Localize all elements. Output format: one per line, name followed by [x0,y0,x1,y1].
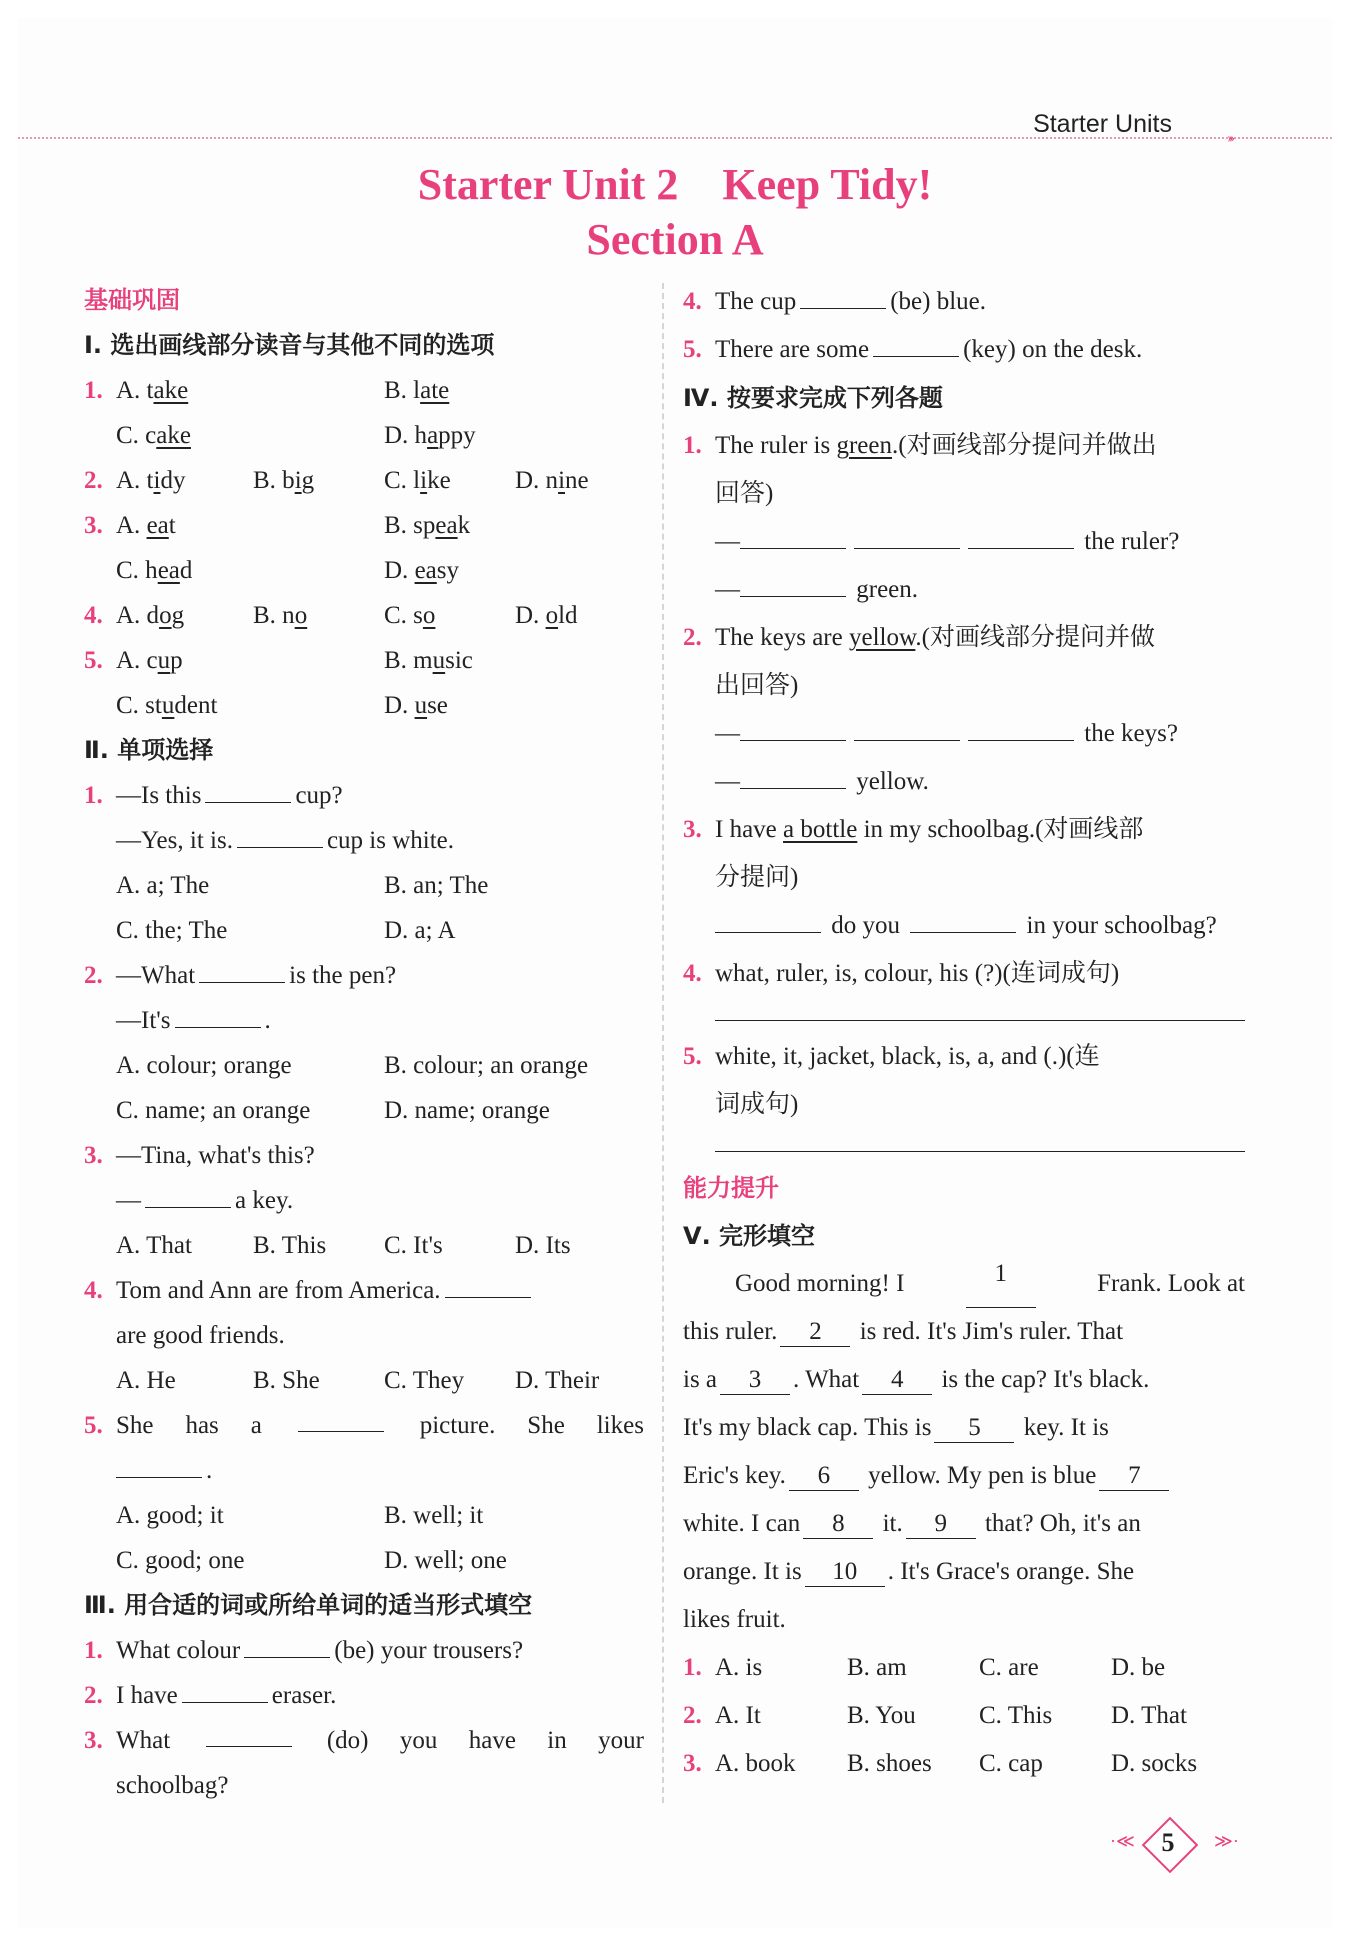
answer-blank[interactable] [298,1403,384,1432]
p4-q1-line3: — the ruler? [683,518,1245,566]
option-c: C. good; one [116,1547,245,1574]
p1-q3-row1 [84,503,644,548]
double-chevron-right-icon: ≫· [1214,1831,1239,1851]
section-heading-basic: 基础巩固 [84,286,180,314]
question-number: 1. [84,782,103,809]
answer-blank[interactable] [854,520,960,549]
answer-blank[interactable] [740,568,846,597]
passage-blank[interactable]: 2 [780,1318,850,1347]
option-b: B. You [847,1702,916,1729]
underlined-word: a bottle [783,816,858,843]
passage-blank[interactable]: 5 [934,1414,1014,1443]
answer-blank[interactable] [445,1269,531,1298]
right-column [683,278,1245,1788]
p3-q5: 5. There are some (key) on the desk. [683,326,1245,374]
p4-q1-line4: — green. [683,566,1245,614]
option-c: C. like [384,467,451,494]
p2-q1-line2: —Yes, it is. cup is white. [84,818,644,863]
answer-blank[interactable] [116,1449,202,1478]
option-a: A. It [715,1702,761,1729]
option-c: C. They [384,1367,465,1394]
answer-blank[interactable] [715,904,821,933]
question-number: 3. [683,816,702,843]
answer-line[interactable] [715,998,1245,1021]
p1-q2-row [84,458,644,503]
p3-q1: 1. What colour (be) your trousers? [84,1628,644,1673]
option-b: B. no [253,602,308,629]
option-b: B. music [384,647,473,674]
option-d: D. name; orange [384,1097,550,1124]
option-a: A. good; it [116,1502,224,1529]
option-b: B. big [253,467,315,494]
option-a: A. He [116,1367,176,1394]
option-d: D. Their [515,1367,600,1394]
p1-q3-row2 [84,548,644,593]
p2-q3-line1: 3. —Tina, what's this? [84,1133,644,1178]
header-arrow-icon: ››› [1227,131,1232,146]
passage-line-2: this ruler. 2 is red. It's Jim's ruler. That [683,1318,1124,1345]
option-b: B. colour; an orange [384,1052,589,1079]
option-a: A. take [116,377,189,404]
p2-q2-options-ab [84,1043,644,1088]
option-c: C. the; The [116,917,228,944]
underlined-word: yellow [848,624,916,651]
question-number: 4. [683,960,702,987]
option-c: C. This [979,1702,1053,1729]
p4-q2-line2: 出回答) [715,672,799,699]
answer-blank[interactable] [873,328,959,357]
p5-q1-options [683,1644,1245,1692]
question-number: 5. [683,1043,702,1070]
option-b: B. well; it [384,1502,484,1529]
p2-q4-line2: are good friends. [116,1322,285,1349]
p2-q4-line1: 4. Tom and Ann are from America. [84,1268,644,1313]
p4-q2-line1: 2. The keys are yellow.(对画线部分提问并做 [683,614,1245,662]
p1-q1-row2 [84,413,644,458]
question-number: 2. [84,1682,103,1709]
answer-blank[interactable] [199,954,285,983]
section-title: Section A [586,215,764,264]
option-a: A. dog [116,602,185,629]
option-a: A. is [715,1654,763,1681]
option-d: D. use [384,692,448,719]
p2-q4-options [84,1358,644,1403]
option-d: D. happy [384,422,476,449]
question-number: 3. [84,1142,103,1169]
p3-q3-line2: schoolbag? [116,1772,229,1799]
running-header: Starter Units [1033,110,1172,138]
option-d: D. nine [515,467,589,494]
option-a: A. book [715,1750,796,1777]
passage-blank[interactable]: 7 [1099,1462,1169,1491]
p2-q5-options-cd [84,1538,644,1583]
option-a: A. eat [116,512,176,539]
question-number: 4. [84,602,103,629]
answer-blank[interactable] [237,819,323,848]
unit-title: Starter Unit 2 Keep Tidy! [417,160,933,209]
question-number: 4. [84,1277,103,1304]
option-a: A. tidy [116,467,186,494]
underlined-word: green [836,432,893,459]
question-number: 5. [84,647,103,674]
option-c: C. cap [979,1750,1043,1777]
p1-q1-row1 [84,368,644,413]
p3-q4: 4. The cup (be) blue. [683,278,1245,326]
question-number: 2. [683,1702,702,1729]
p1-q5-row2 [84,683,644,728]
passage-line-6: white. I can 8 it. 9 that? Oh, it's an [683,1510,1141,1537]
p2-q1-options-cd [84,908,644,953]
option-c: C. head [116,557,193,584]
answer-blank[interactable] [740,712,846,741]
option-d: D. be [1111,1654,1166,1681]
question-number: 5. [84,1412,103,1439]
option-b: B. shoes [847,1750,932,1777]
header-rule [18,137,1332,139]
p2-q1-options-ab [84,863,644,908]
p5-q2-options [683,1692,1245,1740]
option-a: A. a; The [116,872,210,899]
passage-line-4: It's my black cap. This is 5 key. It is [683,1414,1109,1441]
double-chevron-left-icon: ·≪ [1110,1831,1135,1851]
option-b: B. She [253,1367,320,1394]
option-c: C. so [384,602,436,629]
p2-q5-options-ab [84,1493,644,1538]
option-d: D. Its [515,1232,571,1259]
answer-blank[interactable] [175,999,261,1028]
passage-blank[interactable]: 9 [906,1510,976,1539]
option-c: C. cake [116,422,191,449]
passage-line-8: likes fruit. [683,1606,786,1633]
p4-q5-line1: 5. white, it, jacket, black, is, a, and (.)(连 [683,1033,1245,1081]
p5-q3-options [683,1740,1245,1788]
p4-q1-line2: 回答) [715,480,774,507]
p4-q4-line1: 4. what, ruler, is, colour, his (?)(连词成句) [683,950,1245,998]
passage-blank[interactable]: 1 [966,1260,1036,1308]
answer-blank[interactable] [145,1179,231,1208]
question-number: 2. [84,962,103,989]
p4-q2-line4: — yellow. [683,758,1245,806]
answer-blank[interactable] [244,1629,330,1658]
p2-q5-line1: 5. She has a picture. She likes [84,1403,644,1448]
question-number: 3. [683,1750,702,1777]
p2-q2-options-cd [84,1088,644,1133]
part-3-title: Ⅲ. 用合适的词或所给单词的适当形式填空 [84,1591,533,1619]
passage-line-3: is a 3 . What 4 is the cap? It's black. [683,1366,1150,1393]
p2-q1-line1: 1. —Is this cup? [84,773,644,818]
question-number: 3. [84,1727,103,1754]
passage-blank[interactable]: 3 [720,1366,790,1395]
question-number: 1. [84,1637,103,1664]
passage-blank[interactable]: 6 [789,1462,859,1491]
p1-q5-row1 [84,638,644,683]
passage-line-5: Eric's key. 6 yellow. My pen is blue 7 [683,1452,1245,1500]
p4-q3-line2: 分提问) [715,864,799,891]
question-number: 1. [683,1654,702,1681]
option-d: D. a; A [384,917,456,944]
option-b: B. am [847,1654,907,1681]
answer-blank[interactable] [206,1718,292,1747]
answer-blank[interactable] [740,760,846,789]
question-number: 2. [683,624,702,651]
left-column [84,278,644,1808]
column-divider [662,283,664,1803]
question-number: 5. [683,336,702,363]
p2-q3-options [84,1223,644,1268]
option-b: B. This [253,1232,327,1259]
p4-q5-line2: 词成句) [715,1091,799,1118]
answer-blank[interactable] [968,712,1074,741]
question-number: 1. [84,377,103,404]
p4-q3-line3: do you in your schoolbag? [683,902,1245,950]
option-c: C. are [979,1654,1039,1681]
p2-q2-line1: 2. —What is the pen? [84,953,644,998]
passage-blank[interactable]: 10 [805,1558,885,1587]
part-4-title: Ⅳ. 按要求完成下列各题 [683,384,943,412]
part-2-title: Ⅱ. 单项选择 [84,736,214,764]
option-b: B. late [384,377,450,404]
p2-q5-line2: . [84,1448,644,1493]
question-number: 4. [683,288,702,315]
p1-q4-row [84,593,644,638]
option-d: D. old [515,602,578,629]
option-c: C. student [116,692,218,719]
answer-blank[interactable] [854,712,960,741]
answer-blank[interactable] [800,280,886,309]
answer-blank[interactable] [205,774,291,803]
p4-q2-line3: — the keys? [683,710,1245,758]
answer-blank[interactable] [182,1674,268,1703]
option-a: A. colour; orange [116,1052,292,1079]
option-c: C. It's [384,1232,443,1259]
answer-line[interactable] [715,1129,1245,1152]
option-d: D. socks [1111,1750,1198,1777]
question-number: 3. [84,512,103,539]
p4-q3-line1: 3. I have a bottle in my schoolbag.(对画线部 [683,806,1245,854]
p2-q2-line2: —It's . [84,998,644,1043]
p3-q2: 2. I have eraser. [84,1673,644,1718]
passage-blank[interactable]: 4 [862,1366,932,1395]
passage-line-7: orange. It is 10 . It's Grace's orange. She [683,1558,1135,1585]
p3-q3-line1: 3. What (do) you have in your [84,1718,644,1763]
option-d: D. well; one [384,1547,507,1574]
option-d: D. That [1111,1702,1187,1729]
option-b: B. speak [384,512,471,539]
option-a: A. cup [116,647,183,674]
answer-blank[interactable] [968,520,1074,549]
passage-line-1: Good morning! I 1 Frank. Look at [683,1260,1245,1308]
p2-q3-line2: — a key. [84,1178,644,1223]
option-d: D. easy [384,557,459,584]
p4-q1-line1: 1. The ruler is green.(对画线部分提问并做出 [683,422,1245,470]
option-c: C. name; an orange [116,1097,311,1124]
section-heading-advanced: 能力提升 [683,1174,779,1202]
answer-blank[interactable] [910,904,1016,933]
part-1-title: Ⅰ. 选出画线部分读音与其他不同的选项 [84,331,495,359]
option-b: B. an; The [384,872,489,899]
question-number: 1. [683,432,702,459]
answer-blank[interactable] [740,520,846,549]
part-5-title: Ⅴ. 完形填空 [683,1222,816,1250]
option-a: A. That [116,1232,192,1259]
passage-blank[interactable]: 8 [803,1510,873,1539]
question-number: 2. [84,467,103,494]
page-number: ·≪ 5 ≫· [1130,1823,1210,1863]
